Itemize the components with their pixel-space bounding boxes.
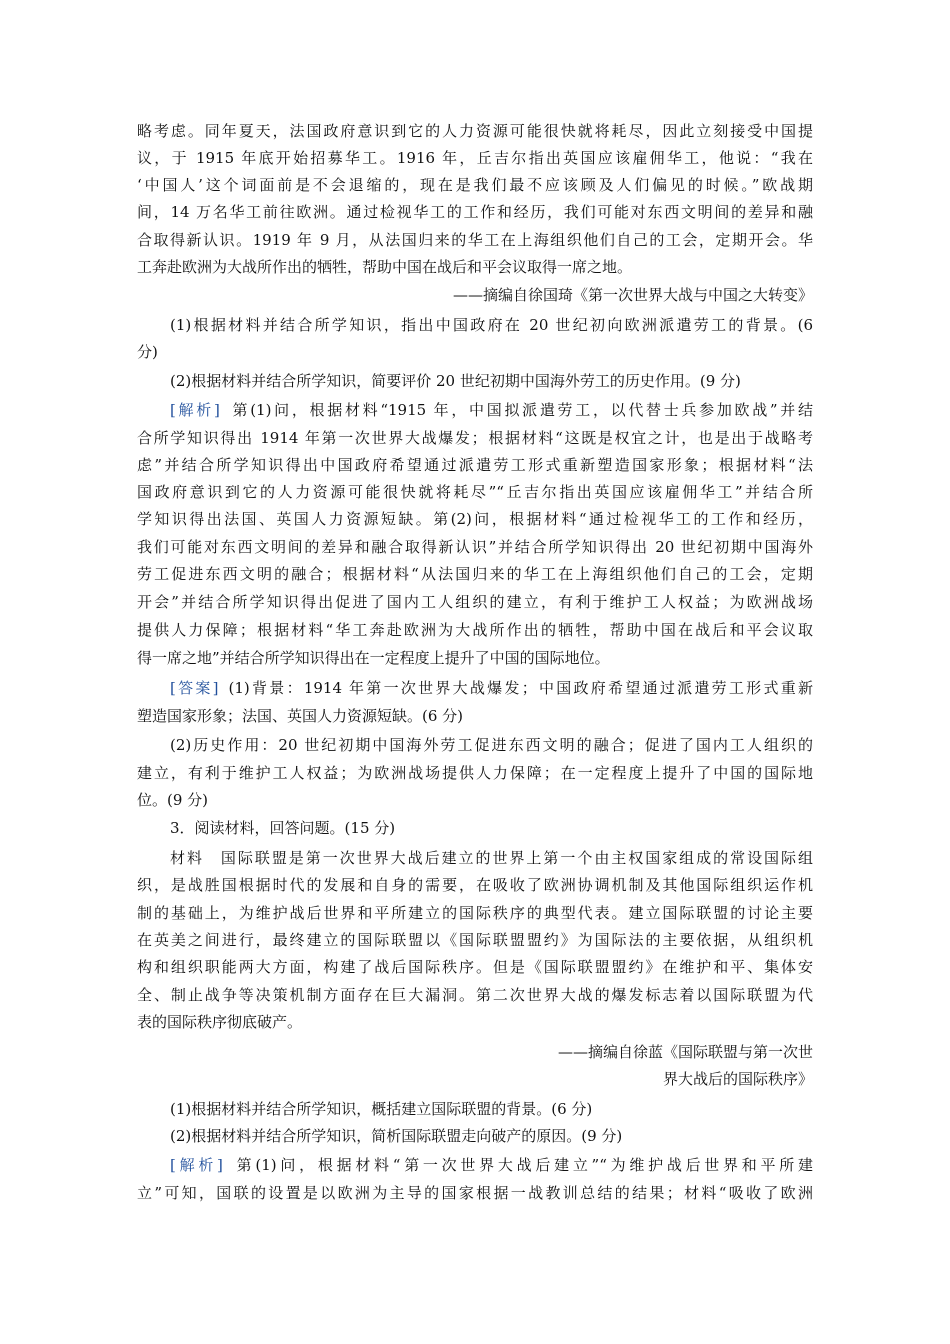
text-line: 合所学知识得出 1914 年第一次世界大战爆发；根据材料“这既是权宜之计，也是出于战略考 bbox=[137, 429, 813, 447]
analysis-tag: [解析] bbox=[170, 1156, 223, 1174]
answer-line bbox=[170, 676, 813, 700]
analysis-line bbox=[170, 398, 813, 422]
text-line: 在英美之间进行，最终建立的国际联盟以《国际联盟盟约》为国际法的主要依据，从组织机 bbox=[137, 931, 813, 949]
source-citation: ——摘编自徐国琦《第一次世界大战与中国之大转变》 bbox=[452, 286, 813, 304]
text-line: 全、制止战争等决策机制方面存在巨大漏洞。第二次世界大战的爆发标志着以国际联盟为代 bbox=[137, 986, 813, 1004]
question-1: (1)根据材料并结合所学知识，指出中国政府在 20 世纪初向欧洲派遣劳工的背景。(6 bbox=[170, 316, 813, 334]
text-line: 国政府意识到它的人力资源可能很快就将耗尽”“丘吉尔指出英国应该雇佣华工”并结合所 bbox=[137, 483, 813, 501]
analysis-text: 第(1)问，根据材料“第一次世界大战后建立”“为维护战后世界和平所建 bbox=[232, 1156, 813, 1174]
text-line: 立”可知，国联的设置是以欧洲为主导的国家根据一战教训总结的结果；材料“吸收了欧洲 bbox=[137, 1184, 813, 1202]
analysis-tag: [解析] bbox=[170, 401, 220, 419]
text-line: 劳工促进东西文明的融合；根据材料“从法国归来的华工在上海组织他们自己的工会，定期 bbox=[137, 565, 813, 583]
question-3: 3．阅读材料，回答问题。(15 分) bbox=[170, 819, 396, 837]
material-text: 材料 国际联盟是第一次世界大战后建立的世界上第一个由主权国家组成的常设国际组 bbox=[170, 849, 813, 867]
text-line: 开会”并结合所学知识得出促进了国内工人组织的建立，有利于维护工人权益；为欧洲战场 bbox=[137, 593, 813, 611]
answer-tag: [答案] bbox=[170, 679, 219, 697]
text-line: (2)历史作用：20 世纪初期中国海外劳工促进东西文明的融合；促进了国内工人组织的 bbox=[170, 736, 813, 754]
source-citation-cont: 界大战后的国际秩序》 bbox=[662, 1070, 813, 1088]
text-line: 构和组织职能两大方面，构建了战后国际秩序。但是《国际联盟盟约》在维护和平、集体安 bbox=[137, 958, 813, 976]
text-line: 我们可能对东西文明间的差异和融合取得新认识”并结合所学知识得出 20 世纪初期中国海外 bbox=[137, 538, 813, 556]
question-3-1: (1)根据材料并结合所学知识，概括建立国际联盟的背景。(6 分) bbox=[170, 1100, 593, 1118]
text-line: 工奔赴欧洲为大战所作出的牺牲，帮助中国在战后和平会议取得一席之地。 bbox=[137, 258, 633, 276]
analysis-line bbox=[170, 1153, 813, 1177]
source-citation: ——摘编自徐蓝《国际联盟与第一次世 bbox=[557, 1043, 813, 1061]
text-line: 间，14 万名华工前往欧洲。通过检视华工的工作和经历，我们可能对东西文明间的差异和融 bbox=[137, 203, 813, 221]
text-line: 合取得新认识。1919 年 9 月，从法国归来的华工在上海组织他们自己的工会，定期开会。华 bbox=[137, 231, 813, 249]
text-line: 位。(9 分) bbox=[137, 791, 209, 809]
analysis-text: 第(1)问，根据材料“1915 年，中国拟派遣劳工，以代替士兵参加欧战”并结 bbox=[229, 401, 813, 419]
text-line: 表的国际秩序彻底破产。 bbox=[137, 1013, 303, 1031]
text-line: 建立，有利于维护工人权益；为欧洲战场提供人力保障；在一定程度上提升了中国的国际地 bbox=[137, 764, 813, 782]
text-line: 得一席之地”并结合所学知识得出在一定程度上提升了中国的国际地位。 bbox=[137, 649, 610, 667]
text-line: ‘中国人’这个词面前是不会退缩的，现在是我们最不应该顾及人们偏见的时候。”欧战期 bbox=[137, 176, 813, 194]
answer-text: (1)背景：1914 年第一次世界大战爆发；中国政府希望通过派遣劳工形式重新 bbox=[228, 679, 813, 697]
text-line: 虑”并结合所学知识得出中国政府希望通过派遣劳工形式重新塑造国家形象；根据材料“法 bbox=[137, 456, 813, 474]
question-3-2: (2)根据材料并结合所学知识，简析国际联盟走向破产的原因。(9 分) bbox=[170, 1127, 623, 1145]
text-line: 织，是战胜国根据时代的发展和自身的需要，在吸收了欧洲协调机制及其他国际组织运作机 bbox=[137, 876, 813, 894]
text-line: 塑造国家形象；法国、英国人力资源短缺。(6 分) bbox=[137, 707, 464, 725]
question-2: (2)根据材料并结合所学知识，简要评价 20 世纪初期中国海外劳工的历史作用。(9 分) bbox=[170, 372, 741, 390]
text-line: 议，于 1915 年底开始招募华工。1916 年，丘吉尔指出英国应该雇佣华工，他说：“我在 bbox=[137, 149, 813, 167]
text-line: 制的基础上，为维护战后世界和平所建立的国际秩序的典型代表。建立国际联盟的讨论主要 bbox=[137, 904, 813, 922]
text-line: 略考虑。同年夏天，法国政府意识到它的人力资源可能很快就将耗尽，因此立刻接受中国提 bbox=[137, 122, 813, 140]
text-line: 提供人力保障；根据材料“华工奔赴欧洲为大战所作出的牺牲，帮助中国在战后和平会议取 bbox=[137, 621, 813, 639]
text-line: 学知识得出法国、英国人力资源短缺。第(2)问，根据材料“通过检视华工的工作和经历， bbox=[137, 510, 813, 528]
question-1-cont: 分) bbox=[137, 343, 158, 361]
